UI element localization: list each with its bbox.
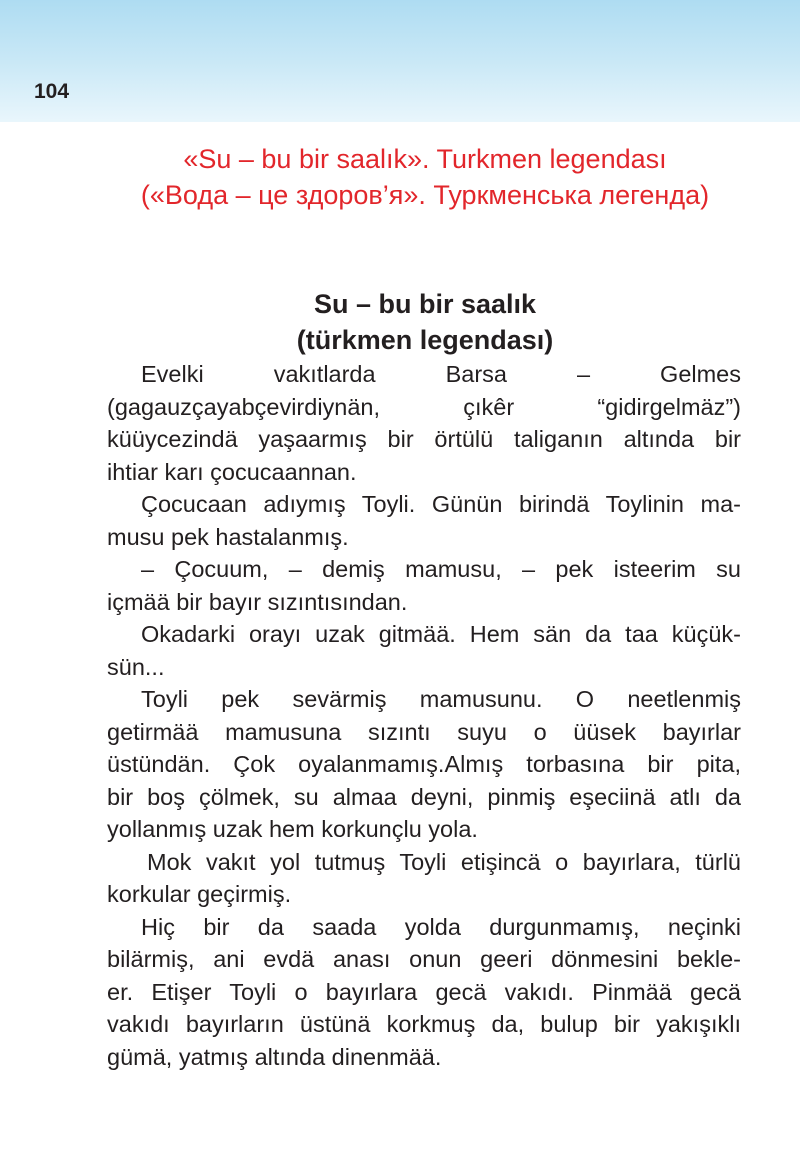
story-line: – Çocuum, – demiş mamusu, – pek isteerim su: [141, 556, 741, 582]
story-line: içmää bir bayır sızıntısından.: [107, 588, 408, 615]
story-line: Mok vakıt yol tutmuş Toyli etişincä o bayırlara, türlü: [147, 848, 741, 875]
page-number: 104: [34, 80, 70, 103]
story-line: korkular geçirmiş.: [107, 881, 292, 907]
story-line: ihtiar karı çocucaannan.: [107, 458, 357, 485]
lesson-title-line-2: («Вода – це здоров’я». Туркменська легенда): [140, 180, 710, 210]
story-line: Okadarki orayı uzak gitmää. Hem sän da taa küçük-: [141, 621, 741, 647]
text-title-line-2: (türkmen legendası): [296, 325, 554, 355]
story-line: musu pek hastalanmış.: [107, 523, 349, 550]
story-line: gümä, yatmış altında dinenmää.: [107, 1043, 442, 1070]
story-line: sün...: [107, 653, 165, 680]
story-line: küüycezindä yaşaarmış bir örtülü taliganın altında bir: [107, 426, 741, 452]
story-line: (gagauzçayabçevirdiynän, çıkêr “gidirgelmäz”): [107, 393, 741, 420]
story-line: üstündän. Çok oyalanmamış.Almış torbasına bir pita,: [107, 751, 741, 777]
story-line: bilärmiş, ani evdä anası onun geeri dönmesini bekle-: [107, 946, 741, 972]
story-line: Toyli pek sevärmiş mamusunu. O neetlenmiş: [141, 686, 741, 712]
story-line: Çocucaan adıymış Toyli. Günün birindä Toylinin ma-: [141, 491, 741, 517]
story-line: yollanmış uzak hem korkunçlu yola.: [107, 816, 478, 842]
story-line: Hiç bir da saada yolda durgunmamış, neçinki: [141, 913, 741, 940]
story-body: [107, 358, 741, 1073]
story-line: Evelki vakıtlarda Barsa – Gelmes: [141, 361, 741, 387]
story-line: getirmää mamusuna sızıntı suyu o üüsek bayırlar: [107, 718, 741, 745]
text-title-line-1: Su – bu bir saalık: [313, 289, 537, 319]
story-line: bir boş çölmek, su almaa deyni, pinmiş eşeciinä atlı da: [107, 783, 741, 810]
story-line: er. Etişer Toyli o bayırlara gecä vakıdı. Pinmää gecä: [107, 978, 741, 1005]
story-line: vakıdı bayırların üstünä korkmuş da, bulup bir yakışıklı: [107, 1011, 741, 1037]
page-header-band: [0, 0, 800, 122]
lesson-title-line-1: «Su – bu bir saalık». Turkmen legendası: [183, 144, 667, 174]
